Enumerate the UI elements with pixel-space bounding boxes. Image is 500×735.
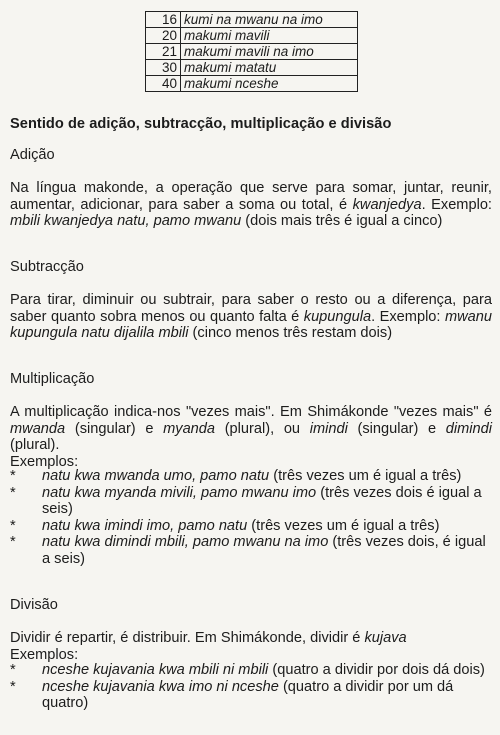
list-item: [10, 518, 492, 535]
adicao-title: Adição: [10, 147, 55, 163]
divisao-term: kujava: [364, 630, 407, 646]
example-term: natu kwa imindi imo, pamo natu: [42, 517, 248, 534]
multiplicacao-title: Multiplicação: [10, 371, 95, 387]
example-term: natu kwa dimindi mbili, pamo mwanu na imo: [42, 534, 329, 550]
bullet-marker: *: [10, 517, 16, 534]
list-item: [10, 468, 492, 485]
number-cell: 16: [146, 12, 181, 28]
table-row: [146, 60, 358, 76]
adicao-paragraph: [10, 180, 492, 230]
example-gloss: (três vezes um é igual a três): [247, 517, 440, 534]
divisao-text-1: Dividir é repartir, é distribuir. Em Shimákonde, dividir é: [10, 630, 365, 646]
subtraccao-title: Subtracção: [10, 259, 84, 275]
example-term: nceshe kujavania kwa imo ni nceshe: [42, 678, 279, 695]
example-gloss: (três vezes dois, é igual a seis): [42, 534, 486, 567]
adicao-text-2: . Exemplo:: [421, 196, 492, 213]
example-gloss: (três vezes um é igual a três): [269, 468, 462, 484]
bullet-marker: *: [10, 534, 16, 550]
mult-term-2: myanda: [163, 420, 216, 437]
word-cell: makumi mavili na imo: [181, 44, 358, 60]
multiplicacao-examples: [10, 468, 492, 567]
adicao-example: mbili kwanjedya natu, pamo mwanu: [10, 213, 242, 229]
mult-term-4: dimindi: [445, 420, 493, 437]
table-row: [146, 12, 358, 28]
subtraccao-example: mwanu kupungula natu dijalila mbili: [10, 308, 492, 341]
subtraccao-paragraph: [10, 292, 492, 342]
table-row: [146, 44, 358, 60]
word-cell: makumi matatu: [181, 60, 358, 76]
mult-text-4: (singular) e: [347, 420, 446, 437]
subtraccao-text-2: . Exemplo:: [371, 308, 445, 325]
number-cell: 20: [146, 28, 181, 44]
mult-term-1: mwanda: [10, 420, 66, 437]
bullet-marker: *: [10, 484, 16, 501]
subtraccao-text-1: Para tirar, diminuir ou subtrair, para saber o resto ou a diferença, para saber quanto sobra menos ou quanto falta é: [10, 292, 492, 325]
example-gloss: (quatro a dividir por um dá quatro): [42, 678, 454, 711]
mult-examples-label: Exemplos:: [10, 453, 79, 470]
multiplicacao-paragraph: [10, 404, 492, 470]
list-item: [10, 662, 492, 679]
number-cell: 21: [146, 44, 181, 60]
adicao-text-1: Na língua makonde, a operação que serve para somar, juntar, reunir, aumentar, adicionar, para saber a soma ou total, é: [10, 180, 492, 213]
section-heading: Sentido de adição, subtracção, multiplicação e divisão: [10, 116, 392, 132]
adicao-term: kwanjedya: [352, 196, 422, 213]
example-gloss: (quatro a dividir por dois dá dois): [268, 662, 485, 678]
example-gloss: (três vezes dois é igual a seis): [42, 484, 482, 517]
table-row: [146, 76, 358, 92]
mult-text-2: (singular) e: [65, 420, 164, 437]
example-term: nceshe kujavania kwa mbili ni mbili: [42, 662, 269, 678]
example-term: natu kwa mwanda umo, pamo natu: [42, 468, 270, 484]
divisao-paragraph: [10, 630, 492, 663]
table-row: [146, 28, 358, 44]
adicao-text-3: (dois mais três é igual a cinco): [241, 213, 443, 229]
mult-text-5: (plural).: [10, 437, 60, 453]
bullet-marker: *: [10, 468, 16, 484]
subtraccao-term: kupungula: [303, 308, 372, 325]
word-cell: makumi nceshe: [181, 76, 358, 92]
list-item: [10, 534, 492, 567]
divisao-examples: [10, 662, 492, 712]
word-cell: kumi na mwanu na imo: [181, 12, 358, 28]
list-item: [10, 679, 492, 712]
number-cell: 40: [146, 76, 181, 92]
bullet-marker: *: [10, 662, 16, 678]
number-cell: 30: [146, 60, 181, 76]
example-term: natu kwa myanda mivili, pamo mwanu imo: [42, 484, 317, 501]
number-table: [145, 11, 358, 92]
mult-text-3: (plural), ou: [215, 420, 310, 437]
bullet-marker: *: [10, 678, 16, 695]
divisao-title: Divisão: [10, 597, 58, 613]
subtraccao-text-3: (cinco menos três restam dois): [188, 325, 393, 341]
divisao-examples-label: Exemplos:: [10, 646, 79, 663]
word-cell: makumi mavili: [181, 28, 358, 44]
list-item: [10, 485, 492, 518]
mult-term-3: imindi: [309, 420, 348, 437]
mult-text-1: A multiplicação indica-nos "vezes mais". Em Shimákonde "vezes mais" é: [10, 404, 492, 420]
